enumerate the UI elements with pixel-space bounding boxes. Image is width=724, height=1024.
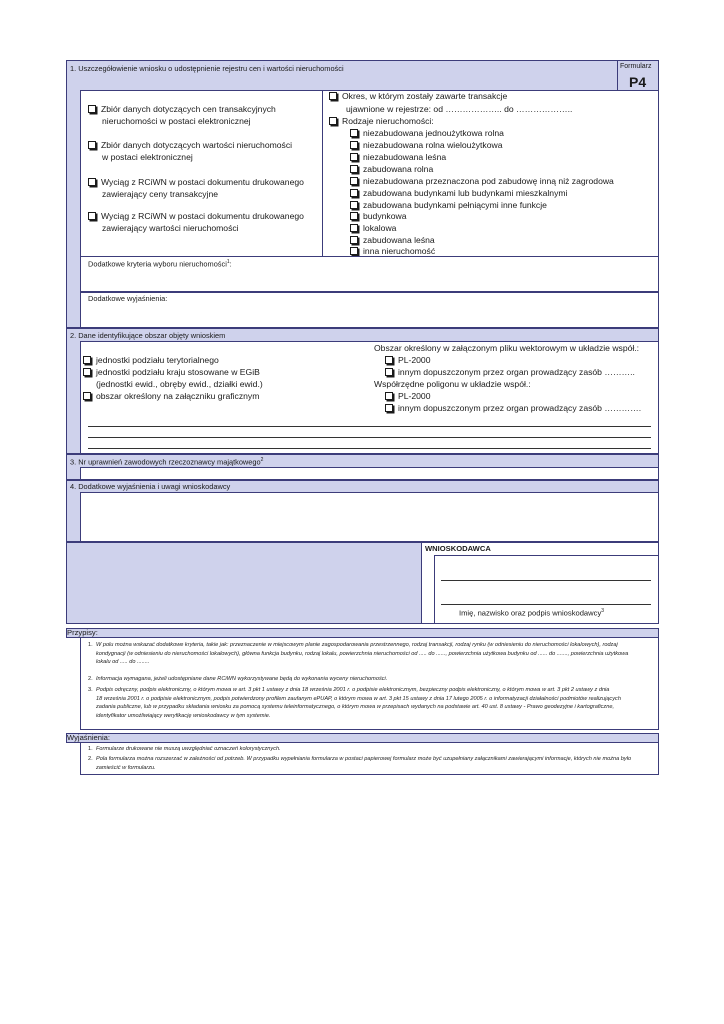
option-value-dataset[interactable]: Zbiór danych dotyczących wartości nieruchomości bbox=[88, 139, 292, 151]
type-item[interactable]: niezabudowana leśna bbox=[350, 151, 446, 163]
license-number-field[interactable] bbox=[80, 467, 659, 480]
option-value-extract[interactable]: Wyciąg z RCiWN w postaci dokumentu drukowanego bbox=[88, 210, 304, 222]
explanation-1: 1. Formularze drukowane nie muszą uwzględniać oznaczeń kolorystycznych. bbox=[88, 746, 281, 752]
footnotes-title: Przypisy: bbox=[67, 628, 98, 637]
section-3-title: 3. Nr uprawnień zawodowych rzeczoznawcy majątkowego$^2$ bbox=[70, 457, 264, 467]
checkbox[interactable] bbox=[83, 368, 91, 376]
checkbox[interactable] bbox=[350, 165, 358, 173]
checkbox[interactable] bbox=[350, 189, 358, 197]
applicant-signature-label: Imię, nazwisko oraz podpis wnioskodawcy$^3$ bbox=[459, 608, 605, 618]
area-line-3[interactable] bbox=[88, 448, 651, 449]
option-price-extract[interactable]: Wyciąg z RCiWN w postaci dokumentu drukowanego bbox=[88, 176, 304, 188]
checkbox[interactable] bbox=[83, 356, 91, 364]
checkbox[interactable] bbox=[350, 212, 358, 220]
checkbox[interactable] bbox=[329, 92, 337, 100]
explanations-title: Wyjaśnienia: bbox=[67, 733, 110, 742]
checkbox[interactable] bbox=[350, 236, 358, 244]
type-item[interactable]: niezabudowana rolna wieloużytkowa bbox=[350, 139, 503, 151]
checkbox[interactable] bbox=[350, 129, 358, 137]
area-line-1[interactable] bbox=[88, 426, 651, 427]
type-item[interactable]: zabudowana leśna bbox=[350, 234, 435, 246]
checkbox[interactable] bbox=[350, 247, 358, 255]
type-item[interactable]: lokalowa bbox=[350, 222, 396, 234]
applicant-line-1[interactable] bbox=[441, 580, 651, 581]
period-option[interactable]: Okres, w którym zostały zawarte transakcje bbox=[329, 90, 507, 102]
option-text: nieruchomości w postaci elektronicznej bbox=[102, 116, 251, 126]
checkbox[interactable] bbox=[350, 224, 358, 232]
checkbox[interactable] bbox=[88, 105, 96, 113]
type-item[interactable]: zabudowana rolna bbox=[350, 163, 433, 175]
type-item[interactable]: inna nieruchomość bbox=[350, 245, 435, 257]
polygon-other-option[interactable]: innym dopuszczonym przez organ prowadzący zasób …………. bbox=[385, 402, 641, 414]
option-price-dataset[interactable]: Zbiór danych dotyczących cen transakcyjnych bbox=[88, 103, 276, 115]
type-item[interactable]: zabudowana budynkami lub budynkami mieszkalnymi bbox=[350, 187, 567, 199]
checkbox[interactable] bbox=[88, 212, 96, 220]
period-range: ujawnione w rejestrze: od ……………….. do ……………….. bbox=[346, 104, 573, 114]
section-1-title: 1. Uszczegółowienie wniosku o udostępnienie rejestru cen i wartości nieruchomości bbox=[70, 64, 344, 73]
vector-other-option[interactable]: innym dopuszczonym przez organ prowadzący zasób ……….. bbox=[385, 366, 635, 378]
checkbox[interactable] bbox=[329, 117, 337, 125]
checkbox[interactable] bbox=[88, 178, 96, 186]
remarks-field[interactable] bbox=[80, 492, 659, 542]
option-text: w postaci elektronicznej bbox=[102, 152, 193, 162]
checkbox[interactable] bbox=[88, 141, 96, 149]
explanation-2: 2. Pola formularza można rozszerzać w zależności od potrzeb. W przypadku wypełniania formularza w postaci papierowej formularz może być uzupełniany załącznikami zawierającymi informacje, których nie można było zamieścić w formularzu. bbox=[88, 756, 632, 771]
area-line-2[interactable] bbox=[88, 437, 651, 438]
extra-criteria-label: Dodatkowe kryteria wyboru nieruchomości$^1$: bbox=[88, 259, 232, 269]
area-option-territorial[interactable]: jednostki podziału terytorialnego bbox=[83, 354, 219, 366]
vector-file-heading: Obszar określony w załączonym pliku wektorowym w układzie współ.: bbox=[374, 343, 640, 353]
type-item[interactable]: niezabudowana jednoużytkowa rolna bbox=[350, 127, 504, 139]
area-option-egib-detail: (jednostki ewid., obręby ewid., działki ewid.) bbox=[96, 379, 263, 389]
applicant-signature-line[interactable] bbox=[441, 604, 651, 605]
checkbox[interactable] bbox=[350, 141, 358, 149]
checkbox[interactable] bbox=[385, 392, 393, 400]
checkbox[interactable] bbox=[83, 392, 91, 400]
vector-pl2000-option[interactable]: PL-2000 bbox=[385, 354, 431, 366]
checkbox[interactable] bbox=[385, 356, 393, 364]
checkbox[interactable] bbox=[350, 201, 358, 209]
extra-explanations-label: Dodatkowe wyjaśnienia: bbox=[88, 294, 168, 303]
applicant-title: WNIOSKODAWCA bbox=[425, 544, 491, 553]
option-text: zawierający wartości nieruchomości bbox=[102, 223, 239, 233]
checkbox[interactable] bbox=[350, 153, 358, 161]
type-item[interactable]: niezabudowana przeznaczona pod zabudowę inną niż zagrodowa bbox=[350, 175, 614, 187]
checkbox[interactable] bbox=[385, 404, 393, 412]
form-code: P4 bbox=[629, 74, 647, 90]
checkbox[interactable] bbox=[385, 368, 393, 376]
property-types-option[interactable]: Rodzaje nieruchomości: bbox=[329, 115, 434, 127]
type-item[interactable]: budynkowa bbox=[350, 210, 406, 222]
checkbox[interactable] bbox=[350, 177, 358, 185]
section-4-title: 4. Dodatkowe wyjaśnienia i uwagi wnioskodawcy bbox=[70, 482, 231, 491]
option-text: zawierający ceny transakcyjne bbox=[102, 189, 219, 199]
footnote-3: 3. Podpis odręczny, podpis elektroniczny, o którym mowa w art. 3 pkt 1 ustawy z dnia 18 września 2001 r. o podpisie elektronicznym, bezpieczny podpis elektroniczny, o którym mowa w art. 3 pkt 2 ustawy z dnia 18 września 2001 r. o podpisie elektronicznym, podpis potwierdzony profilem zaufanym ePUAP, o którym mowa w art. 3 pkt 15 ustawy z dnia 17 lutego 2005 r. o informatyzacji działalności podmiotów realizujących zadania publiczne, lub w przypadku składania wniosku za pomocą systemu teleinformatycznego, o którym mowa w przepisach wydanych na podstawie art. 40 ust. 8 ustawy - Prawo geodezyjne i kartograficzne, identyfikator umożliwiający weryfikację wnioskodawcy w tym systemie. bbox=[88, 687, 621, 719]
type-item[interactable]: zabudowana budynkami pełniącymi inne funkcje bbox=[350, 199, 547, 211]
section-2-title: 2. Dane identyfikujące obszar objęty wnioskiem bbox=[70, 331, 226, 340]
polygon-heading: Współrzędne poligonu w układzie współ.: bbox=[374, 379, 531, 389]
footnote-1: 1. W polu można wskazać dodatkowe kryteria, takie jak: przeznaczenie w miejscowym planie zagospodarowania przestrzennego, rodzaj transakcji, rodzaj rynku (w odniesieniu do nieruchomości lokalowych), rodzaj kondygnacji (w odniesieniu do nieruchomości lokalowych), główna funkcja budynku, rodzaj lokalu, powierzchnia nieruchomości od ..... do ......, powierzchnia użytkowa budynku od ...... do ......., powierzchnia użytkowa lokalu od ..... do ........ bbox=[88, 642, 629, 665]
area-option-egib[interactable]: jednostki podziału kraju stosowane w EGiB bbox=[83, 366, 260, 378]
form-label: Formularz bbox=[620, 63, 652, 70]
area-option-graphic[interactable]: obszar określony na załączniku graficznym bbox=[83, 390, 259, 402]
polygon-pl2000-option[interactable]: PL-2000 bbox=[385, 390, 431, 402]
footnote-2: 2. Informacja wymagana, jeżeli udostępniane dane RCiWN wykorzystywane będą do wykonania wyceny nieruchomości. bbox=[88, 676, 388, 682]
